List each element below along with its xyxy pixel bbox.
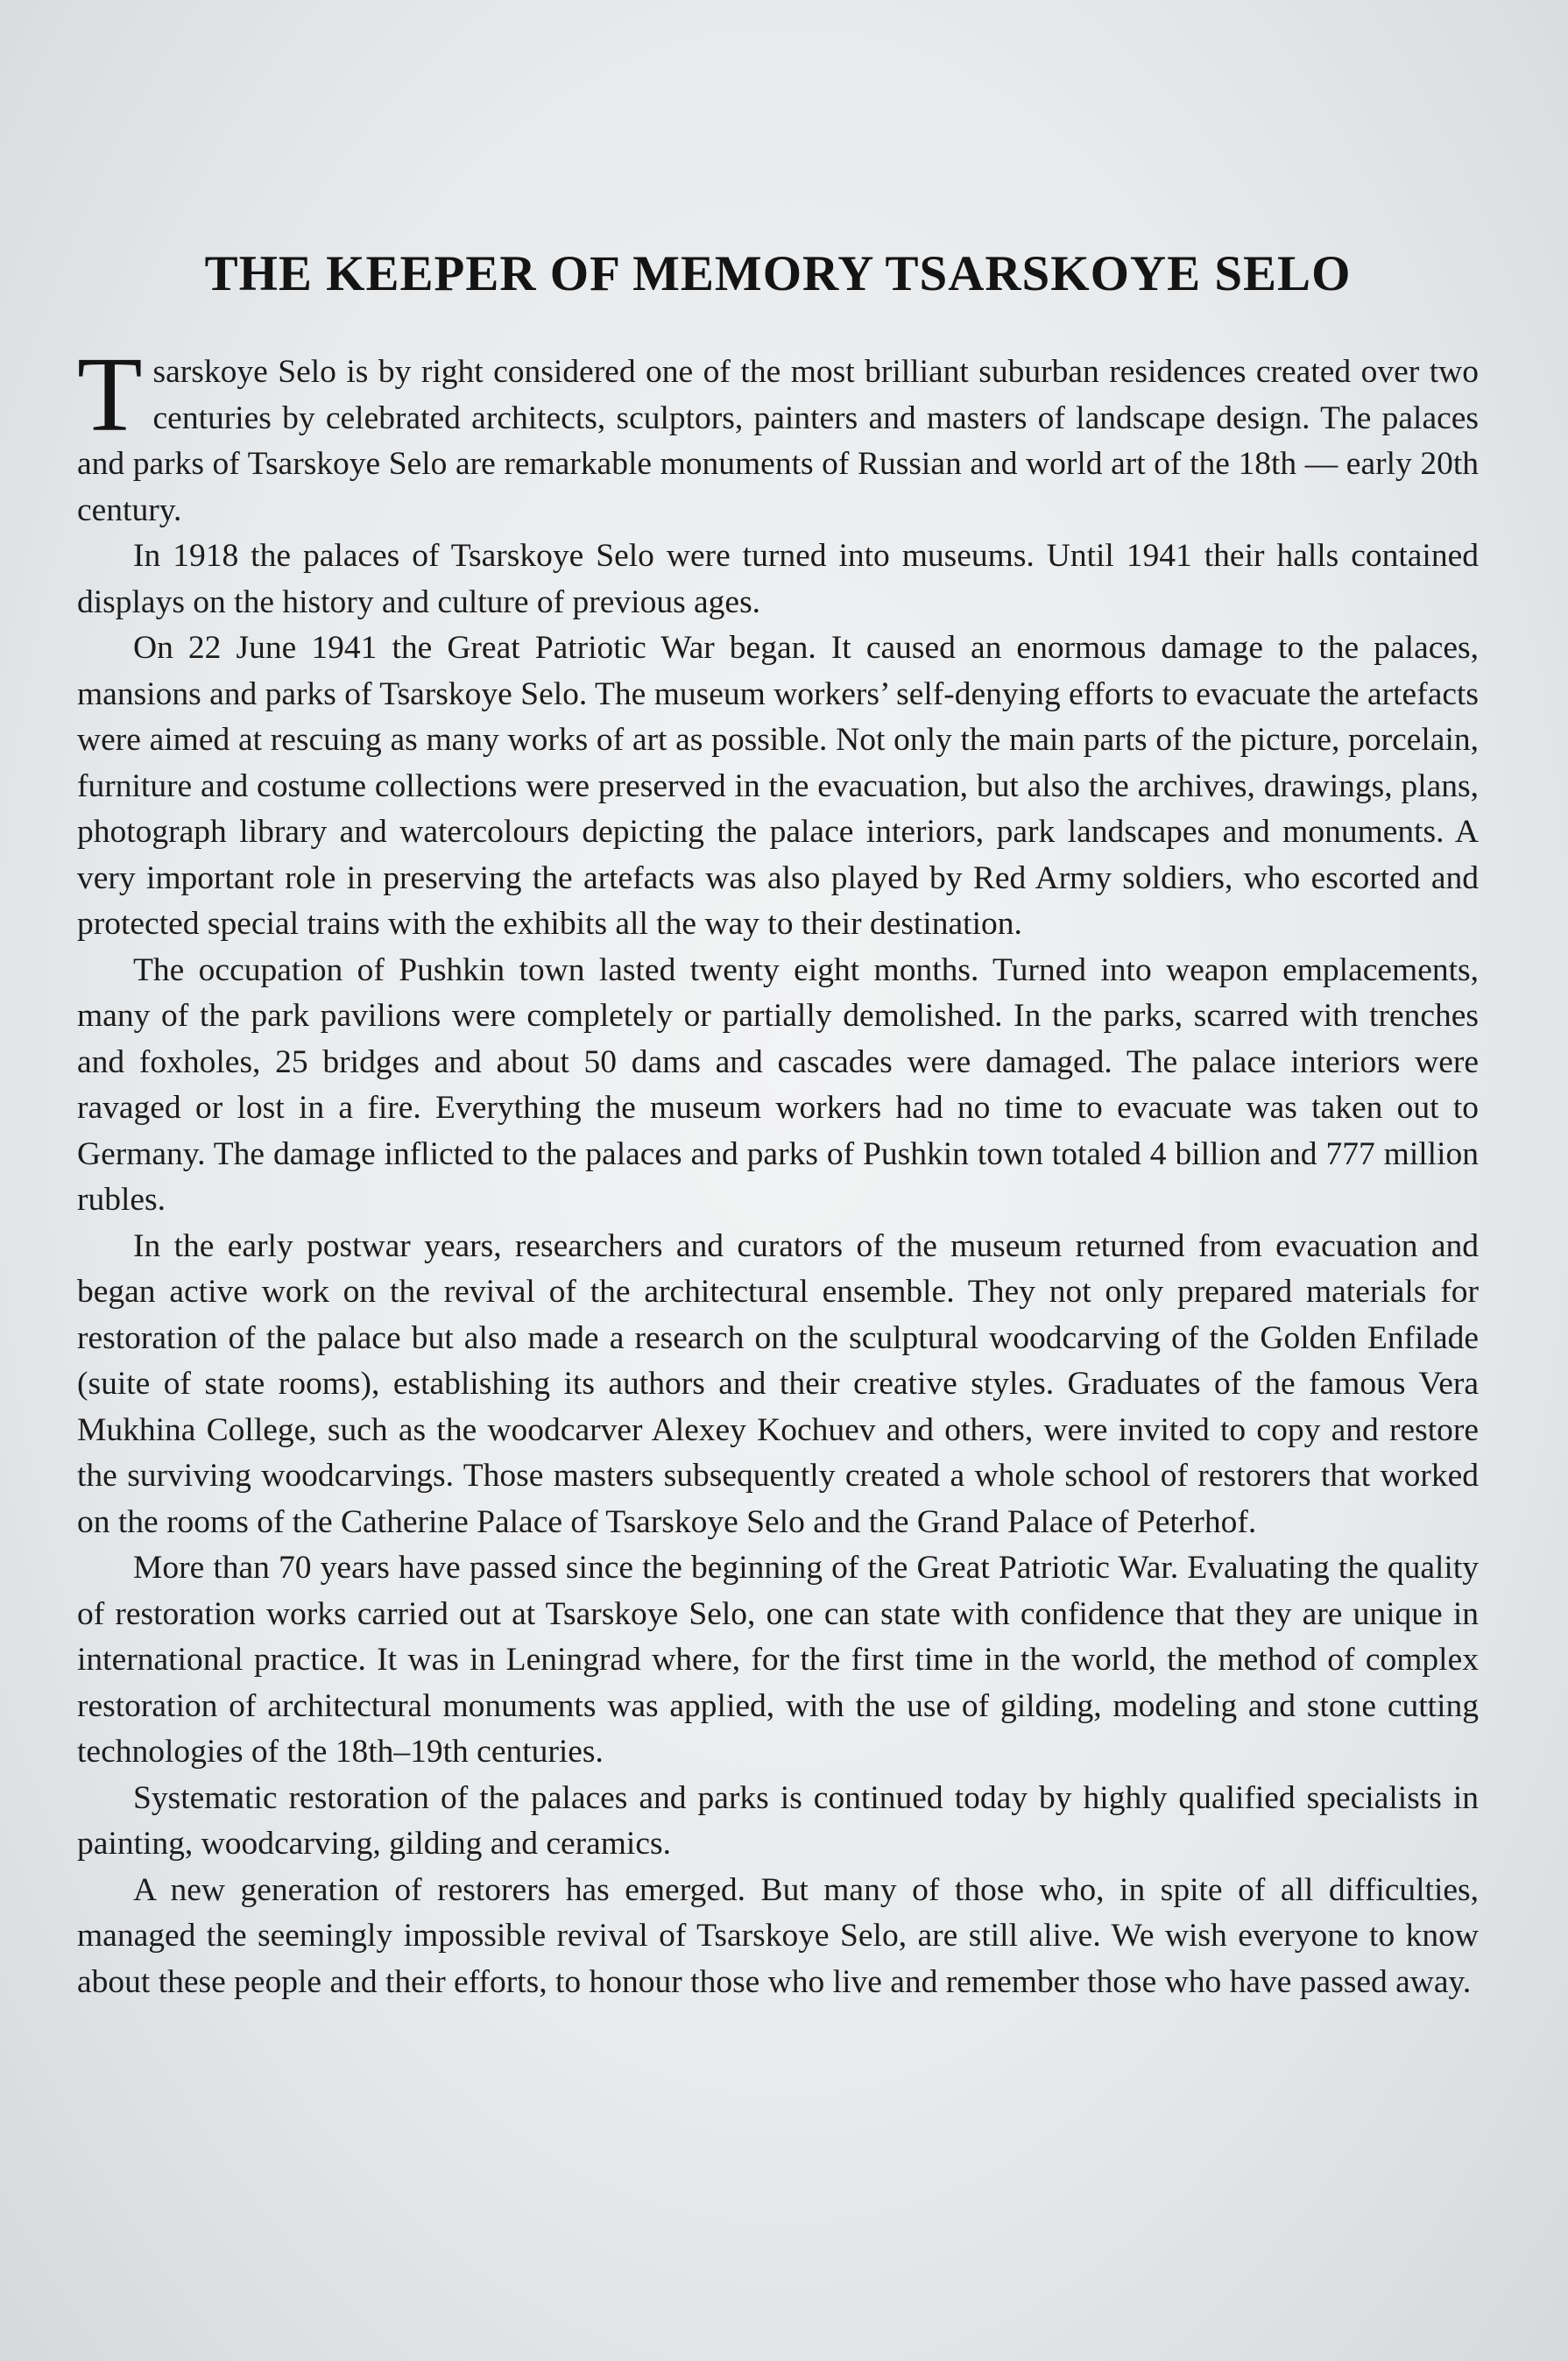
paragraph-4: The occupation of Pushkin town lasted twenty eight months. Turned into weapon emplacements, many of the park pavilions were completely or partially demolished. In the parks, scarred with trenches and foxholes, 25 bridges and about 50 dams and cascades were damaged. The palace interiors were ravaged or lost in a fire. Everything the museum workers had no time to evacuate was taken out to Germany. The damage inflicted to the palaces and parks of Pushkin town totaled 4 billion and 777 million rubles.	[77, 951, 1479, 1218]
paragraph-3: On 22 June 1941 the Great Patriotic War began. It caused an enormous damage to the palaces, mansions and parks of Tsarskoye Selo. The museum workers’ self-denying efforts to evacuate the artefacts were aimed at rescuing as many works of art as possible. Not only the main parts of the picture, porcelain, furniture and costume collections were preserved in the evacuation, but also the archives, drawings, plans, photograph library and watercolours depicting the palace interiors, park landscapes and monuments. A very important role in preserving the artefacts was also played by Red Army soldiers, who escorted and protected special trains with the exhibits all the way to their destination.	[77, 630, 1479, 942]
drop-cap: T	[77, 336, 143, 454]
paragraph-8: A new generation of restorers has emerged. But many of those who, in spite of all difficulties, managed the seemingly impossible revival of Tsarskoye Selo, are still alive. We wish everyone to know about these people and their efforts, to honour those who live and remember those who have passed away.	[77, 1871, 1479, 2000]
paragraph-7: Systematic restoration of the palaces and parks is continued today by highly qualified specialists in painting, woodcarving, gilding and ceramics.	[77, 1779, 1479, 1862]
paragraph-6: More than 70 years have passed since the beginning of the Great Patriotic War. Evaluating the quality of restoration works carried out at Tsarskoye Selo, one can state with confidence that they are unique in international practice. It was in Leningrad where, for the first time in the world, the method of complex restoration of architectural monuments was applied, with the use of gilding, modeling and stone cutting technologies of the 18th–19th centuries.	[77, 1550, 1479, 1770]
paragraph-5: In the early postwar years, researchers and curators of the museum returned from evacuation and began active work on the revival of the architectural ensemble. They not only prepared materials for restoration of the palace but also made a research on the sculptural woodcarving of the Golden Enfilade (suite of state rooms), establishing its authors and their creative styles. Graduates of the famous Vera Mukhina College, such as the woodcarver Alexey Kochuev and others, were invited to copy and restore the surviving woodcarvings. Those masters subsequently created a whole school of restorers that worked on the rooms of the Catherine Palace of Tsarskoye Selo and the Grand Palace of Peterhof.	[77, 1227, 1479, 1540]
document-body	[77, 245, 1479, 2005]
paragraph-1-text: sarskoye Selo is by right considered one of the most brilliant suburban residences created over two centuries by celebrated architects, sculptors, painters and masters of landscape design. The palaces and parks of Tsarskoye Selo are remarkable monuments of Russian and world art of the 18th — early 20th century.	[77, 354, 1479, 528]
page-title: THE KEEPER OF MEMORY TSARSKOYE SELO	[204, 246, 1352, 301]
paragraph-1	[77, 336, 1479, 534]
paragraph-2: In 1918 the palaces of Tsarskoye Selo were turned into museums. Until 1941 their halls contained displays on the history and culture of previous ages.	[77, 538, 1479, 620]
